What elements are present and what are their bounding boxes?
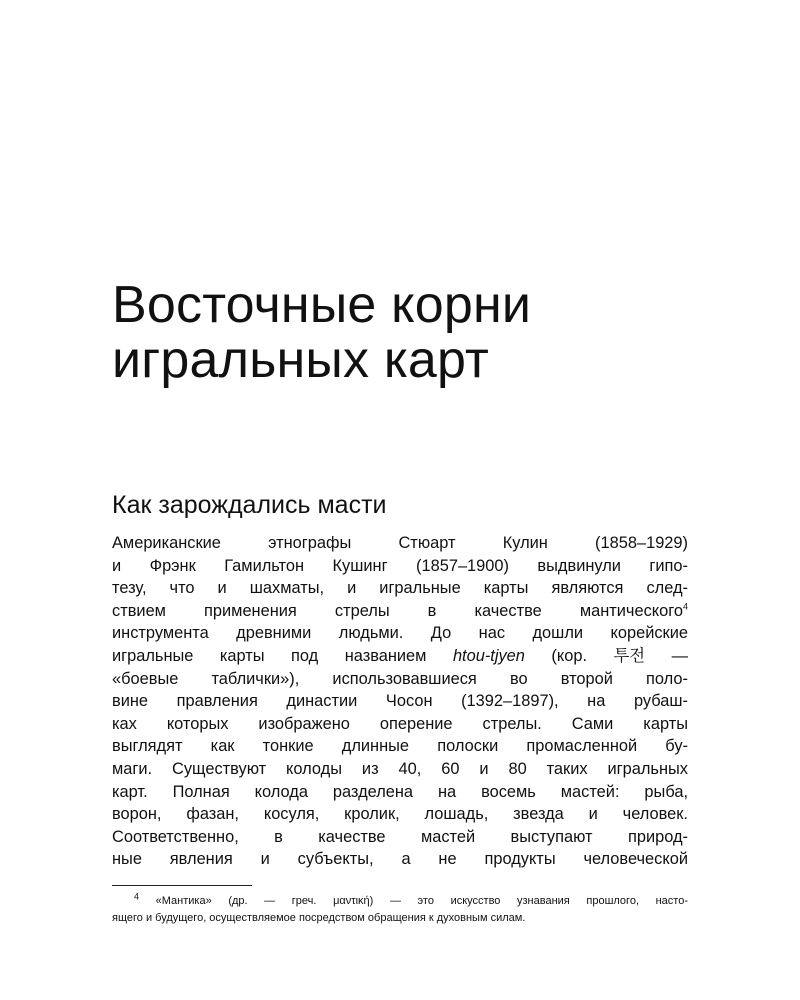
italic-term: htou-tjyen xyxy=(452,646,525,665)
body-line: ные явления и субъекты, а не продукты человеческой xyxy=(112,850,688,869)
section-title: Как зарождались масти xyxy=(112,491,387,519)
body-line: маги. Существуют колоды из 40, 60 и 80 таких игральных xyxy=(112,759,688,778)
footnote-line: ящего и будущего, осуществляемое посредством обращения к духовным силам. xyxy=(112,912,526,924)
chapter-title-line-1: Восточные корни xyxy=(112,276,532,334)
footnote-text: «Мантика» (др. — греч. μαντική) — это искусство узнавания прошлого, насто- xyxy=(155,895,688,907)
body-line: карт. Полная колода разделена на восемь мастей: рыба, xyxy=(112,782,688,801)
body-line: тезу, что и шахматы, и игральные карты являются след- xyxy=(112,579,688,598)
chapter-title xyxy=(112,278,732,388)
body-line: «боевые таблички»), использовавшиеся во второй поло- xyxy=(112,669,688,688)
body-line xyxy=(112,645,688,668)
body-line: Американские этнографы Стюарт Кулин (1858–1929) xyxy=(112,534,688,552)
body-line: Соответственно, в качестве мастей выступают природ- xyxy=(112,827,688,846)
footnote-line xyxy=(112,893,688,910)
body-line: вине правления династии Чосон (1392–1897), на рубаш- xyxy=(112,692,688,711)
body-line-text: (кор. 투전 — xyxy=(551,646,689,665)
chapter-title-line-2: игральных карт xyxy=(112,331,490,389)
body-paragraph xyxy=(112,532,688,871)
body-line: и Фрэнк Гамильтон Кушинг (1857–1900) выдвинули гипо- xyxy=(112,556,688,575)
footnote xyxy=(112,893,688,927)
body-line: ках которых изображено оперение стрелы. Сами карты xyxy=(112,714,688,733)
body-line: ворон, фазан, косуля, кролик, лошадь, звезда и человек. xyxy=(112,805,688,824)
body-line: инструмента древними людьми. До нас дошли корейские xyxy=(112,624,688,643)
body-line: выглядят как тонкие длинные полоски промасленной бу- xyxy=(112,737,688,756)
body-line-text: ствием применения стрелы в качестве мантического xyxy=(112,601,683,620)
body-line xyxy=(112,600,688,623)
footnote-marker: 4 xyxy=(134,891,140,902)
body-line-text: игральные карты под названием xyxy=(112,646,427,665)
footnote-reference: 4 xyxy=(682,601,688,612)
footnote-divider xyxy=(112,885,252,886)
